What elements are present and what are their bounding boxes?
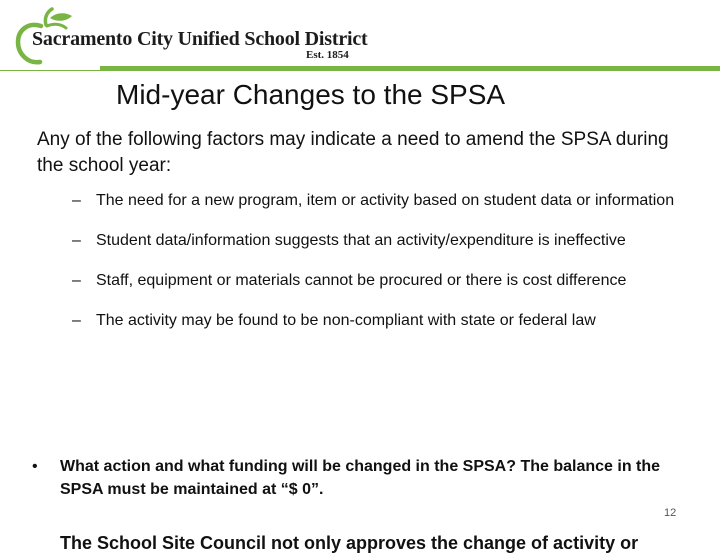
list-item-text: The activity may be found to be non-compliant with state or federal law xyxy=(96,312,596,329)
list-item xyxy=(72,189,682,212)
established-year: Est. 1854 xyxy=(306,49,349,61)
page-number: 12 xyxy=(664,507,677,519)
list-item-text: Staff, equipment or materials cannot be procured or there is cost difference xyxy=(96,272,627,289)
slide-title: Mid-year Changes to the SPSA xyxy=(116,79,506,110)
overflow-text: The School Site Council not only approves the change of activity or xyxy=(60,533,639,553)
bullet-marker: • xyxy=(32,458,38,475)
dash-marker: – xyxy=(72,312,81,329)
list-item xyxy=(72,269,682,292)
intro-text: Any of the following factors may indicate a need to amend the SPSA during the school year: xyxy=(37,129,669,176)
overflow-text-line xyxy=(60,528,710,553)
list-item xyxy=(72,229,682,252)
district-logo xyxy=(14,6,368,66)
header-rule-thin xyxy=(0,70,720,71)
dash-marker: – xyxy=(72,232,81,249)
list-item xyxy=(32,455,672,501)
district-name: Sacramento City Unified School District xyxy=(32,28,368,50)
list-item-text: The need for a new program, item or activity based on student data or information xyxy=(96,192,675,209)
list-item-text: Student data/information suggests that an activity/expenditure is ineffective xyxy=(96,232,626,249)
bullet-text: What action and what funding will be changed in the SPSA? The balance in the SPSA must be maintained at “$ 0”. xyxy=(60,458,661,498)
factor-list xyxy=(72,189,682,349)
dash-marker: – xyxy=(72,192,81,209)
bullet-list xyxy=(32,455,672,501)
list-item xyxy=(72,309,682,332)
dash-marker: – xyxy=(72,272,81,289)
